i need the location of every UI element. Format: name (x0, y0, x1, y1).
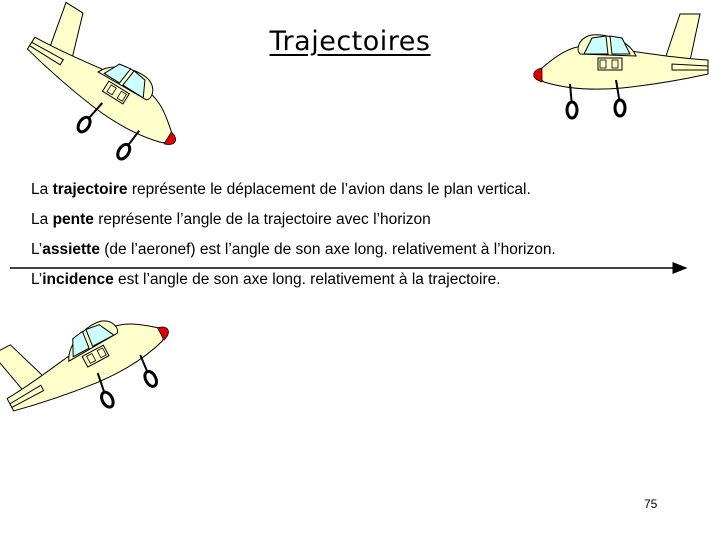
term-pente: pente (52, 211, 94, 228)
line-text: représente le déplacement de l’avion dans le plan vertical. (127, 181, 531, 198)
line-prefix: La (31, 211, 53, 228)
line-text: représente l’angle de la trajectoire avec l’horizon (93, 211, 431, 228)
definition-trajectoire (31, 175, 691, 205)
page-number: 75 (644, 497, 658, 511)
definition-assiette (31, 235, 691, 265)
definition-pente (31, 205, 691, 235)
slide-title: Trajectoires (269, 26, 431, 57)
line-prefix: L’ (31, 271, 43, 288)
line-text: (de l’aeronef) est l’angle de son axe long. relativement à l’horizon. (99, 241, 556, 258)
airplane-nose-up-icon (0, 276, 188, 450)
term-assiette: assiette (42, 241, 100, 258)
definition-list (31, 175, 691, 295)
airplane-nose-down-icon (4, 0, 207, 179)
term-incidence: incidence (42, 271, 114, 288)
definition-incidence (31, 265, 691, 295)
line-prefix: La (31, 181, 53, 198)
line-prefix: L’ (31, 241, 43, 258)
term-trajectoire: trajectoire (52, 181, 128, 198)
airplane-level-icon (534, 14, 708, 118)
line-text: est l’angle de son axe long. relativement à la trajectoire. (113, 271, 501, 288)
